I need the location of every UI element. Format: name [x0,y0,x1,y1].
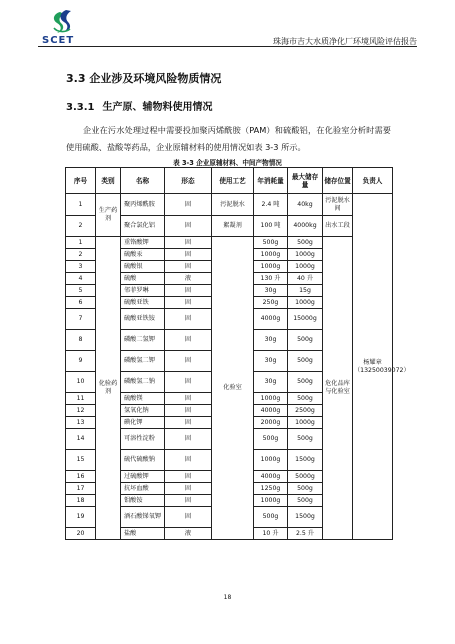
material-name-cell: 磷酸氢二钾 [121,351,165,372]
form-cell: 固 [165,393,212,405]
process-cell: 污泥脱水 [212,194,254,216]
process-cell: 化验室 [212,237,254,540]
form-cell: 固 [165,417,212,429]
form-cell: 固 [165,372,212,393]
max-storage-cell: 500g [288,393,323,405]
annual-consumption-cell: 500g [254,429,288,450]
annual-consumption-cell: 500g [254,507,288,528]
material-name-cell: 硫酸亚铁 [121,297,165,309]
material-name-cell: 氢氧化钠 [121,405,165,417]
subsection-number: 3.3.1 [66,102,95,113]
max-storage-cell: 2.5 升 [288,528,323,540]
annual-consumption-cell: 2.4 吨 [254,194,288,216]
row-number-cell: 3 [66,261,96,273]
form-cell: 固 [165,297,212,309]
max-storage-cell: 500g [288,237,323,249]
annual-consumption-cell: 4000g [254,309,288,330]
header-cell: 序号 [66,168,96,194]
max-storage-cell: 15g [288,285,323,297]
storage-location-cell: 污泥脱水间 [323,194,353,216]
material-name-cell: 聚合氯化铝 [121,216,165,237]
max-storage-cell: 500g [288,372,323,393]
max-storage-cell: 1000g [288,417,323,429]
form-cell: 固 [165,450,212,471]
annual-consumption-cell: 30g [254,330,288,351]
row-number-cell: 8 [66,330,96,351]
form-cell: 固 [165,483,212,495]
form-cell: 固 [165,249,212,261]
manager-cell: 杨耀章（13250039072） [353,194,393,540]
row-number-cell: 16 [66,471,96,483]
header-cell: 类别 [96,168,121,194]
header-cell: 名称 [121,168,165,194]
max-storage-cell: 5000g [288,471,323,483]
category-cell: 化验药剂 [96,237,121,540]
row-number-cell: 14 [66,429,96,450]
form-cell: 固 [165,216,212,237]
header-cell: 使用工艺 [212,168,254,194]
table-row [66,194,393,216]
form-cell: 固 [165,507,212,528]
max-storage-cell: 500g [288,483,323,495]
annual-consumption-cell: 1250g [254,483,288,495]
max-storage-cell: 40 升 [288,273,323,285]
row-number-cell: 4 [66,273,96,285]
row-number-cell: 5 [66,285,96,297]
form-cell: 液 [165,528,212,540]
annual-consumption-cell: 1000g [254,249,288,261]
annual-consumption-cell: 30g [254,285,288,297]
section-heading: 3.3 企业涉及环境风险物质情况 [66,72,222,85]
storage-location-cell: 出水工段 [323,216,353,237]
table-caption: 表 3-3 企业原辅材料、中间产物情况 [173,159,282,167]
annual-consumption-cell: 100 吨 [254,216,288,237]
max-storage-cell: 40kg [288,194,323,216]
subsection-heading [66,98,212,113]
max-storage-cell: 500g [288,495,323,507]
material-name-cell: 抗坏血酸 [121,483,165,495]
annual-consumption-cell: 1000g [254,393,288,405]
table-header-row [66,168,393,194]
max-storage-cell: 2500g [288,405,323,417]
annual-consumption-cell: 1000g [254,261,288,273]
header-cell: 储存位置 [323,168,353,194]
row-number-cell: 15 [66,450,96,471]
annual-consumption-cell: 1000g [254,450,288,471]
annual-consumption-cell: 500g [254,237,288,249]
material-name-cell: 碘化钾 [121,417,165,429]
form-cell: 固 [165,285,212,297]
report-title: 珠海市吉大水质净化厂环境风险评估报告 [273,37,417,46]
form-cell: 固 [165,237,212,249]
row-number-cell: 2 [66,249,96,261]
header-cell: 负责人 [353,168,393,194]
max-storage-cell: 15000g [288,309,323,330]
annual-consumption-cell: 30g [254,351,288,372]
material-name-cell: 聚丙烯酰胺 [121,194,165,216]
form-cell: 固 [165,495,212,507]
form-cell: 固 [165,351,212,372]
annual-consumption-cell: 30g [254,372,288,393]
logo-text: SCET [42,35,75,46]
row-number-cell: 10 [66,372,96,393]
row-number-cell: 1 [66,194,96,216]
max-storage-cell: 500g [288,330,323,351]
row-number-cell: 19 [66,507,96,528]
annual-consumption-cell: 250g [254,297,288,309]
max-storage-cell: 1000g [288,297,323,309]
form-cell: 固 [165,194,212,216]
material-name-cell: 磷酸氢二钠 [121,372,165,393]
materials-table [65,167,410,540]
material-name-cell: 过硫酸钾 [121,471,165,483]
row-number-cell: 11 [66,393,96,405]
material-name-cell: 硫酸汞 [121,249,165,261]
row-number-cell: 2 [66,216,96,237]
max-storage-cell: 1500g [288,507,323,528]
form-cell: 固 [165,429,212,450]
material-name-cell: 酒石酸锑氧钾 [121,507,165,528]
annual-consumption-cell: 4000g [254,471,288,483]
form-cell: 固 [165,330,212,351]
page-header [38,8,417,48]
body-paragraph: 企业在污水处理过程中需要投加聚丙烯酰胺（PAM）和硫酸铝，在化验室分析时需要使用硫酸、盐酸等药品，企业原辅材料的使用情况如表 3-3 所示。 [66,125,391,152]
form-cell: 固 [165,261,212,273]
row-number-cell: 12 [66,405,96,417]
header-cell: 形态 [165,168,212,194]
table-row [66,237,393,249]
row-number-cell: 18 [66,495,96,507]
max-storage-cell: 4000kg [288,216,323,237]
form-cell: 固 [165,309,212,330]
material-name-cell: 磷酸二氢钾 [121,330,165,351]
max-storage-cell: 500g [288,429,323,450]
material-name-cell: 硫酸 [121,273,165,285]
row-number-cell: 6 [66,297,96,309]
material-name-cell: 重铬酸钾 [121,237,165,249]
material-name-cell: 硫酸亚铁铵 [121,309,165,330]
row-number-cell: 17 [66,483,96,495]
form-cell: 固 [165,471,212,483]
storage-location-cell: 危化品库与化验室 [323,237,353,540]
annual-consumption-cell: 1000g [254,495,288,507]
header-cell: 年消耗量 [254,168,288,194]
form-cell: 固 [165,405,212,417]
row-number-cell: 9 [66,351,96,372]
material-name-cell: 硫酸镁 [121,393,165,405]
material-name-cell: 硫代硫酸钠 [121,450,165,471]
annual-consumption-cell: 10 升 [254,528,288,540]
row-number-cell: 20 [66,528,96,540]
max-storage-cell: 1000g [288,261,323,273]
category-cell: 生产药剂 [96,194,121,237]
material-name-cell: 钼酸铵 [121,495,165,507]
annual-consumption-cell: 130 升 [254,273,288,285]
header-divider [38,46,417,47]
row-number-cell: 13 [66,417,96,429]
row-number-cell: 1 [66,237,96,249]
header-cell: 最大储存量 [288,168,323,194]
annual-consumption-cell: 2000g [254,417,288,429]
material-name-cell: 硫酸银 [121,261,165,273]
process-cell: 絮凝剂 [212,216,254,237]
material-name-cell: 盐酸 [121,528,165,540]
max-storage-cell: 500g [288,351,323,372]
form-cell: 液 [165,273,212,285]
page-number: 18 [223,594,232,601]
max-storage-cell: 1500g [288,450,323,471]
row-number-cell: 7 [66,309,96,330]
max-storage-cell: 1000g [288,249,323,261]
material-name-cell: 可溶性淀粉 [121,429,165,450]
material-name-cell: 邻菲罗啉 [121,285,165,297]
annual-consumption-cell: 4000g [254,405,288,417]
subsection-title: 生产原、辅物料使用情况 [102,102,213,113]
